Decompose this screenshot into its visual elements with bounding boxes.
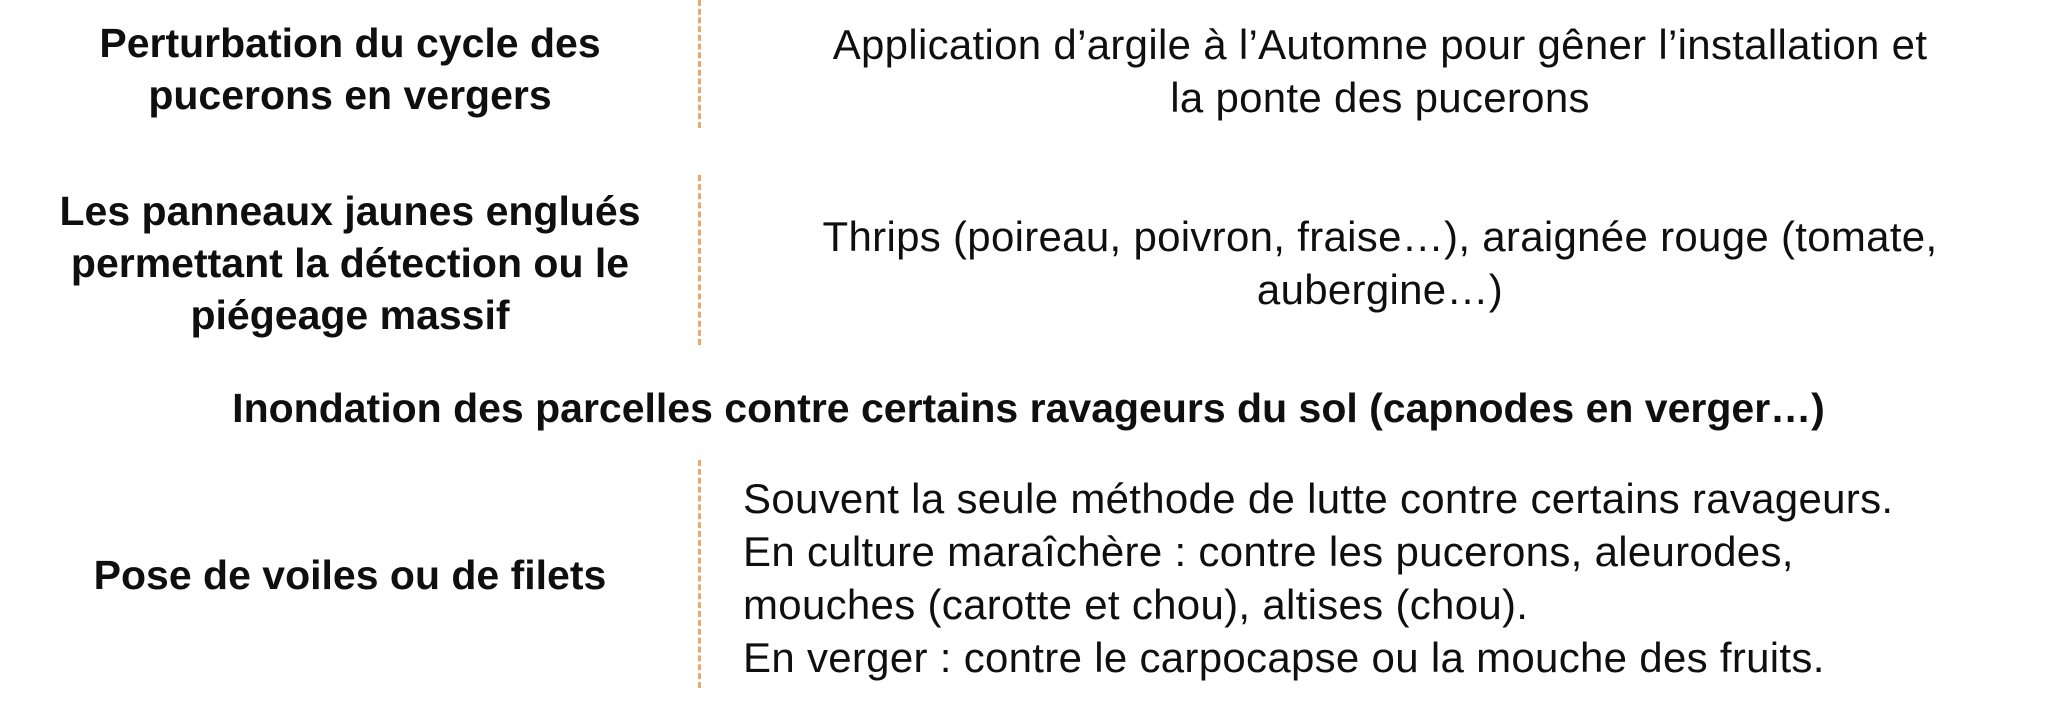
row-1-divider [698,0,701,128]
row-4-title [15,540,685,610]
row-1-description [725,16,2035,126]
row-2-title-line-2: permettant la détection ou le [70,240,630,286]
row-2-title-line-1: Les panneaux jaunes englués [59,188,641,234]
row-4-desc-line-1: Souvent la seule méthode de lutte contre certains ravageurs. [743,475,1894,522]
row-2-description [725,208,2035,318]
row-1-desc-line-1: Application d’argile à l’Automne pour gêner l’installation et [832,21,1928,68]
row-4-desc-line-3: mouches (carotte et chou), altises (chou). [743,581,1529,628]
row-1-title [15,14,685,124]
row-2-desc-line-2: aubergine…) [1256,266,1504,313]
row-4-description [743,468,2043,688]
row-1-title-line-1: Perturbation du cycle des [99,20,601,66]
row-4-desc-line-4: En verger : contre le carpocapse ou la mouche des fruits. [743,634,1825,681]
row-1-title-line-2: pucerons en vergers [148,72,552,118]
row-4-desc-line-2: En culture maraîchère : contre les pucerons, aleurodes, [743,528,1794,575]
row-3-full-text: Inondation des parcelles contre certains ravageurs du sol (capnodes en verger…) [232,385,1825,431]
row-2-divider [698,175,701,345]
row-4-title-line-1: Pose de voiles ou de filets [93,552,607,598]
row-1-desc-line-2: la ponte des pucerons [1170,74,1590,121]
row-2-desc-line-1: Thrips (poireau, poivron, fraise…), araignée rouge (tomate, [822,213,1938,260]
row-2-title [15,183,685,343]
row-2-title-line-3: piégeage massif [190,292,510,338]
row-4-divider [698,460,701,688]
